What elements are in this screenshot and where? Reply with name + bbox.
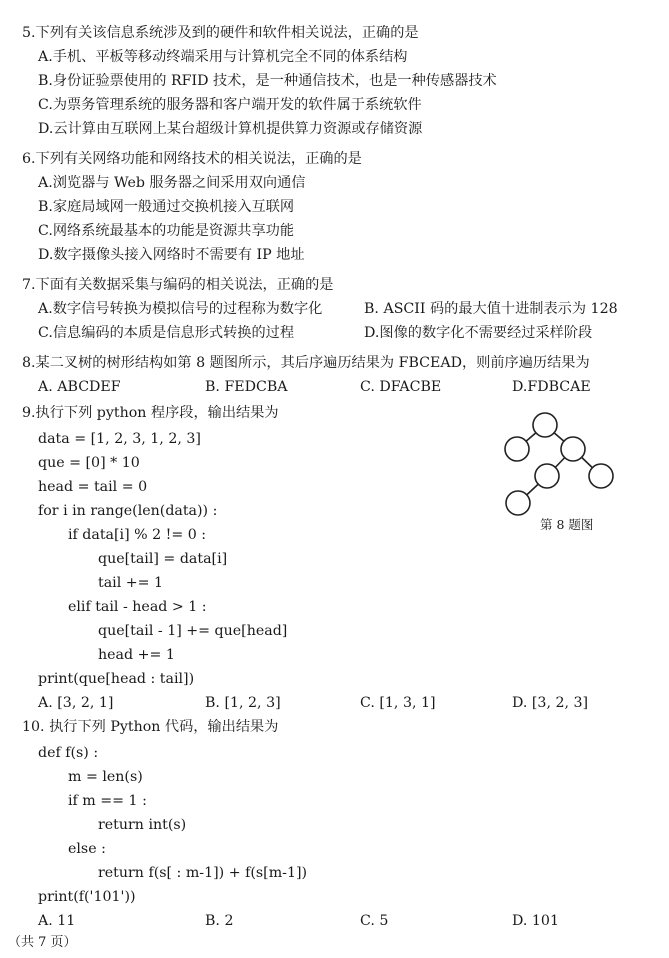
q10-code-line: def f(s) : [38, 745, 99, 761]
tree-node [589, 464, 613, 488]
q6-option-a: A.浏览器与 Web 服务器之间采用双向通信 [38, 175, 306, 191]
q9-code-line: data = [1, 2, 3, 1, 2, 3] [38, 431, 201, 447]
q10-code-line: if m == 1 : [68, 793, 147, 809]
q10-option-a: A. 11 [38, 913, 76, 929]
q5-option-d: D.云计算由互联网上某台超级计算机提供算力资源或存储资源 [38, 121, 423, 137]
q7-stem: 7.下面有关数据采集与编码的相关说法，正确的是 [22, 277, 334, 293]
q9-code-line: elif tail - head > 1 : [68, 599, 207, 615]
q10-code-line: return int(s) [98, 817, 187, 833]
q10-code-line: else : [68, 841, 106, 857]
q8-figure-caption: 第 8 题图 [540, 517, 594, 532]
q9-code-line: print(que[head : tail]) [38, 671, 195, 687]
page-footer: （共 7 页） [8, 935, 77, 950]
q9-code-line: for i in range(len(data)) : [38, 503, 218, 519]
tree-node [505, 437, 529, 461]
q9-code-line: que[tail - 1] += que[head] [98, 623, 288, 639]
q5-option-a: A.手机、平板等移动终端采用与计算机完全不同的体系结构 [38, 49, 408, 65]
q9-option-d: D. [3, 2, 3] [512, 695, 589, 711]
q8-option-c: C. DFACBE [360, 379, 442, 395]
q7-option-b: B. ASCII 码的最大值十进制表示为 128 [364, 301, 618, 317]
q5-option-b: B.身份证验票使用的 RFID 技术，是一种通信技术，也是一种传感器技术 [38, 73, 497, 89]
q10-code-line: print(f('101')) [38, 889, 136, 905]
q5-stem: 5.下列有关该信息系统涉及到的硬件和软件相关说法，正确的是 [22, 25, 419, 41]
q8-stem: 8.某二叉树的树形结构如第 8 题图所示，其后序遍历结果为 FBCEAD，则前序遍历结果为 [22, 355, 590, 371]
q6-option-d: D.数字摄像头接入网络时不需要有 IP 地址 [38, 247, 305, 263]
q7-option-c: C.信息编码的本质是信息形式转换的过程 [38, 325, 295, 341]
q10-option-d: D. 101 [512, 913, 559, 929]
q6-option-b: B.家庭局域网一般通过交换机接入互联网 [38, 199, 295, 215]
q9-code-line: que[tail] = data[i] [98, 551, 228, 567]
q9-stem: 9.执行下列 python 程序段，输出结果为 [22, 405, 279, 421]
tree-node [535, 464, 559, 488]
q7-option-a: A.数字信号转换为模拟信号的过程称为数字化 [38, 301, 323, 317]
q10-code-line: return f(s[ : m-1]) + f(s[m-1]) [98, 865, 308, 881]
q8-option-a: A. ABCDEF [38, 379, 121, 395]
q9-code-line: tail += 1 [98, 575, 164, 591]
tree-node [561, 437, 585, 461]
tree-node [506, 491, 530, 515]
q10-option-c: C. 5 [360, 913, 389, 929]
q8-binary-tree-figure [495, 405, 625, 520]
q9-option-a: A. [3, 2, 1] [38, 695, 114, 711]
q9-code-line: que = [0] * 10 [38, 455, 140, 471]
tree-node-root [533, 413, 557, 437]
q9-code-line: head += 1 [98, 647, 175, 663]
q9-option-c: C. [1, 3, 1] [360, 695, 436, 711]
q10-option-b: B. 2 [205, 913, 234, 929]
q6-stem: 6.下列有关网络功能和网络技术的相关说法，正确的是 [22, 151, 362, 167]
q10-code-line: m = len(s) [68, 769, 143, 785]
q9-code-line: head = tail = 0 [38, 479, 148, 495]
q7-option-d: D.图像的数字化不需要经过采样阶段 [364, 325, 593, 341]
q9-option-b: B. [1, 2, 3] [205, 695, 281, 711]
q8-option-d: D.FDBCAE [512, 379, 591, 395]
q6-option-c: C.网络系统最基本的功能是资源共享功能 [38, 223, 295, 239]
q10-stem: 10. 执行下列 Python 代码，输出结果为 [22, 719, 279, 735]
q9-code-line: if data[i] % 2 != 0 : [68, 527, 207, 543]
q5-option-c: C.为票务管理系统的服务器和客户端开发的软件属于系统软件 [38, 97, 422, 113]
q8-option-b: B. FEDCBA [205, 379, 288, 395]
